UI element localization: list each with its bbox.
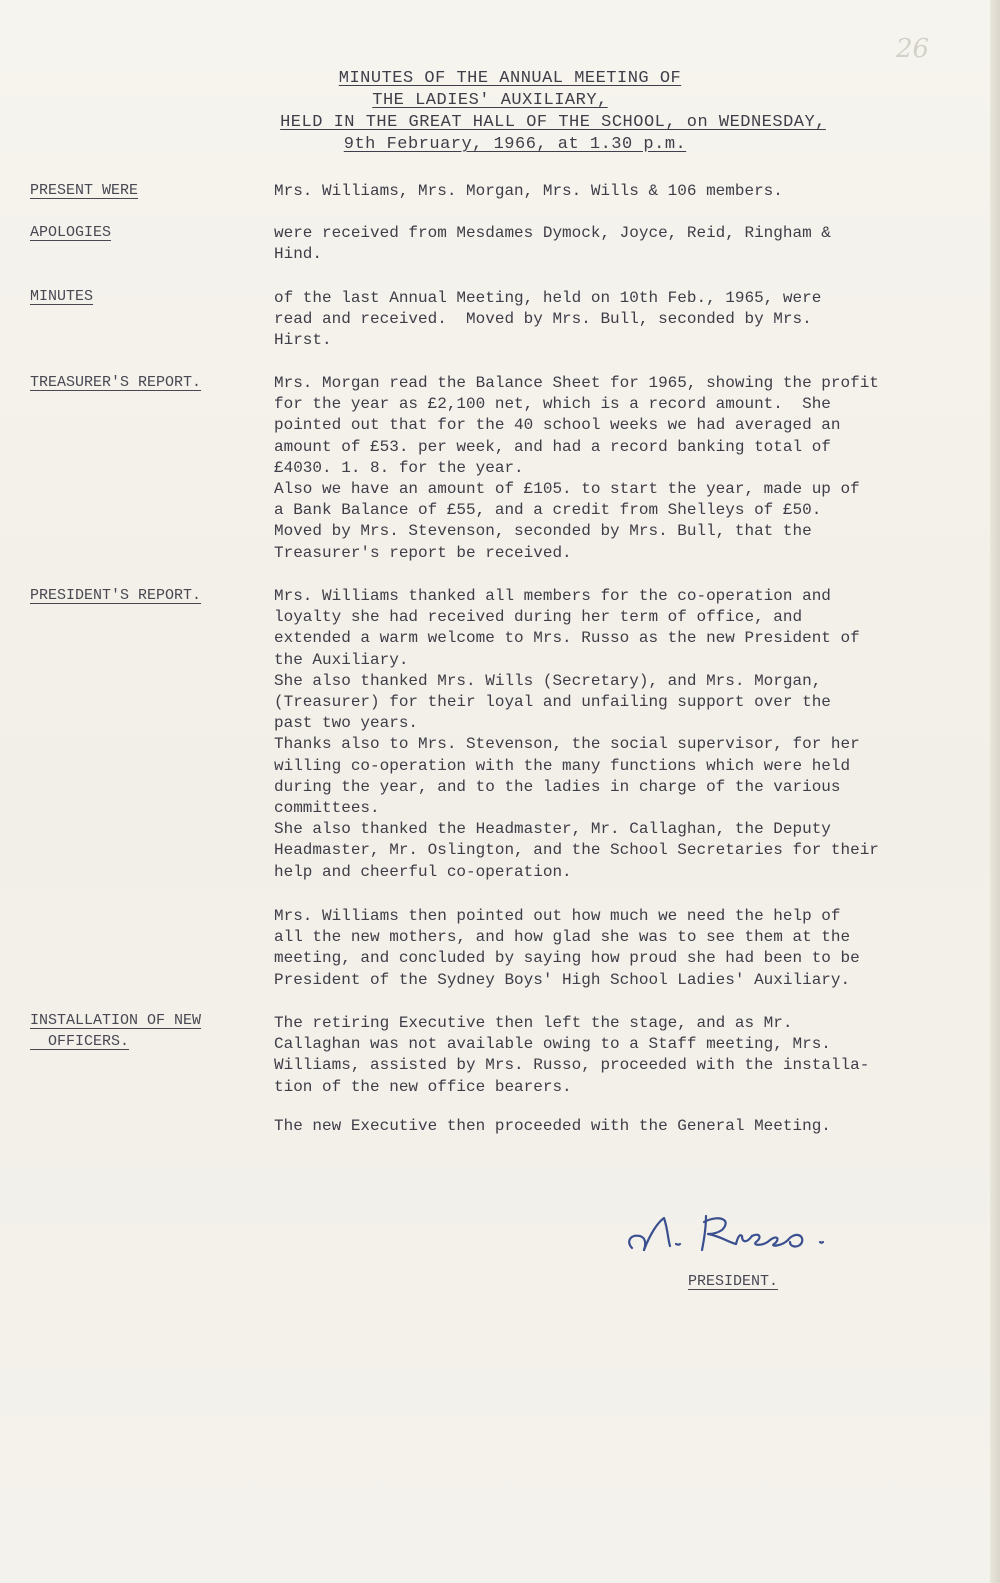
paper-edge (990, 0, 1000, 1583)
minutes-label: MINUTES (30, 288, 94, 305)
apologies-text: were received from Mesdames Dymock, Joyce, Reid, Ringham & Hind. (274, 224, 831, 264)
president-signature (624, 1204, 894, 1264)
president-report-label: PRESIDENT'S REPORT. (30, 587, 202, 604)
page-number-mark: 26 (896, 34, 930, 64)
title-line-3: HELD IN THE GREAT HALL OF THE SCHOOL, on WEDNESDAY, (280, 113, 826, 132)
title-line-1: MINUTES OF THE ANNUAL MEETING OF (338, 69, 682, 88)
president-title-label: PRESIDENT. (688, 1273, 779, 1290)
treasurer-text: Mrs. Morgan read the Balance Sheet for 1965, showing the profit for the year as £2,100 net, which is a record amount. She pointed out that for the 40 school weeks we had averaged an amount of £53. per week, and had a record banking total of £4030. 1. 8. for the year. Also we have an amount of £105. to start the year, made up of a Bank Balance of £55, and a credit from Shelleys of £50. Moved by Mrs. Stevenson, seconded by Mrs. Bull, that the Treasurer's report be received. (274, 374, 879, 562)
installation-label: INSTALLATION OF NEW OFFICERS. (30, 1012, 202, 1050)
present-text: Mrs. Williams, Mrs. Morgan, Mrs. Wills & 106 members. (274, 182, 783, 200)
title-line-2: THE LADIES' AUXILIARY, (372, 91, 608, 110)
president-report-text-2: Mrs. Williams then pointed out how much we need the help of all the new mothers, and how glad she was to see them at the meeting, and concluded by saying how proud she had been to be President of the Sydney Boys' High School Ladies' Auxiliary. (274, 907, 860, 989)
installation-text: The retiring Executive then left the stage, and as Mr. Callaghan was not available owing to a Staff meeting, Mrs. Williams, assisted by Mrs. Russo, proceeded with the installa- tion of the new office bearers. (274, 1014, 870, 1096)
title-line-4: 9th February, 1966, at 1.30 p.m. (343, 135, 687, 154)
treasurer-label: TREASURER'S REPORT. (30, 374, 202, 391)
president-report-text: Mrs. Williams thanked all members for the co-operation and loyalty she had received during her term of office, and extended a warm welcome to Mrs. Russo as the new President of the Auxiliary. She also thanked Mrs. Wills (Secretary), and Mrs. Morgan, (Treasurer) for their loyal and unfailing support over the past two years. Thanks also to Mrs. Stevenson, the social supervisor, for her willing co-operation with the many functions which were held during the year, and to the ladies in charge of the various committees. She also thanked the Headmaster, Mr. Callaghan, the Deputy Headmaster, Mr. Oslington, and the School Secretaries for their help and cheerful co-operation. (274, 587, 879, 881)
installation-text-2: The new Executive then proceeded with the General Meeting. (274, 1117, 831, 1135)
document-title (0, 68, 1000, 156)
minutes-text: of the last Annual Meeting, held on 10th Feb., 1965, were read and received. Moved by Mrs. Bull, seconded by Mrs. Hirst. (274, 289, 822, 350)
apologies-label: APOLOGIES (30, 224, 112, 241)
present-label: PRESENT WERE (30, 182, 139, 199)
